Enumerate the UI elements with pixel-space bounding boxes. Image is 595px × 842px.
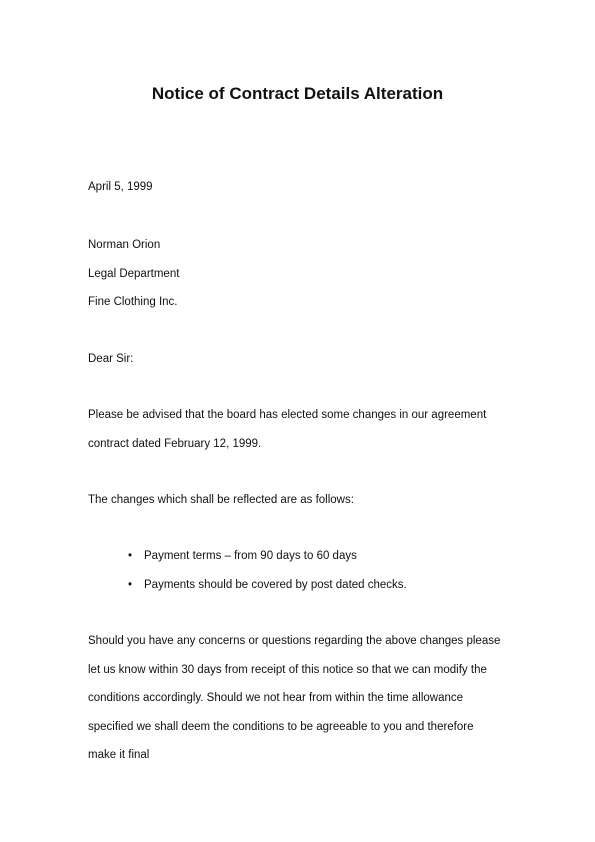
closing-line-4: specified we shall deem the conditions to be agreeable to you and therefore [88, 721, 474, 733]
changes-intro: The changes which shall be reflected are as follows: [88, 494, 354, 506]
letter-date: April 5, 1999 [88, 181, 153, 193]
paragraph1-line-2: contract dated February 12, 1999. [88, 438, 262, 450]
closing-line-3: conditions accordingly. Should we not hear from within the time allowance [88, 692, 464, 704]
salutation: Dear Sir: [88, 353, 134, 365]
closing-line-1: Should you have any concerns or questions regarding the above changes please [88, 635, 501, 647]
recipient-name: Norman Orion [88, 239, 161, 251]
change-item-text: Payment terms – from 90 days to 60 days [144, 550, 357, 562]
change-item-2 [128, 578, 407, 592]
document-title: Notice of Contract Details Alteration [151, 84, 444, 103]
bullet-icon: • [128, 579, 133, 591]
paragraph1-line-1: Please be advised that the board has elected some changes in our agreement [88, 409, 487, 421]
change-item-text: Payments should be covered by post dated checks. [144, 579, 407, 591]
closing-line-2: let us know within 30 days from receipt of this notice so that we can modify the [88, 664, 487, 676]
bullet-icon: • [128, 550, 133, 562]
recipient-company: Fine Clothing Inc. [88, 296, 178, 308]
closing-line-5: make it final [88, 749, 150, 761]
change-item-1 [128, 549, 357, 563]
recipient-department: Legal Department [88, 268, 180, 280]
